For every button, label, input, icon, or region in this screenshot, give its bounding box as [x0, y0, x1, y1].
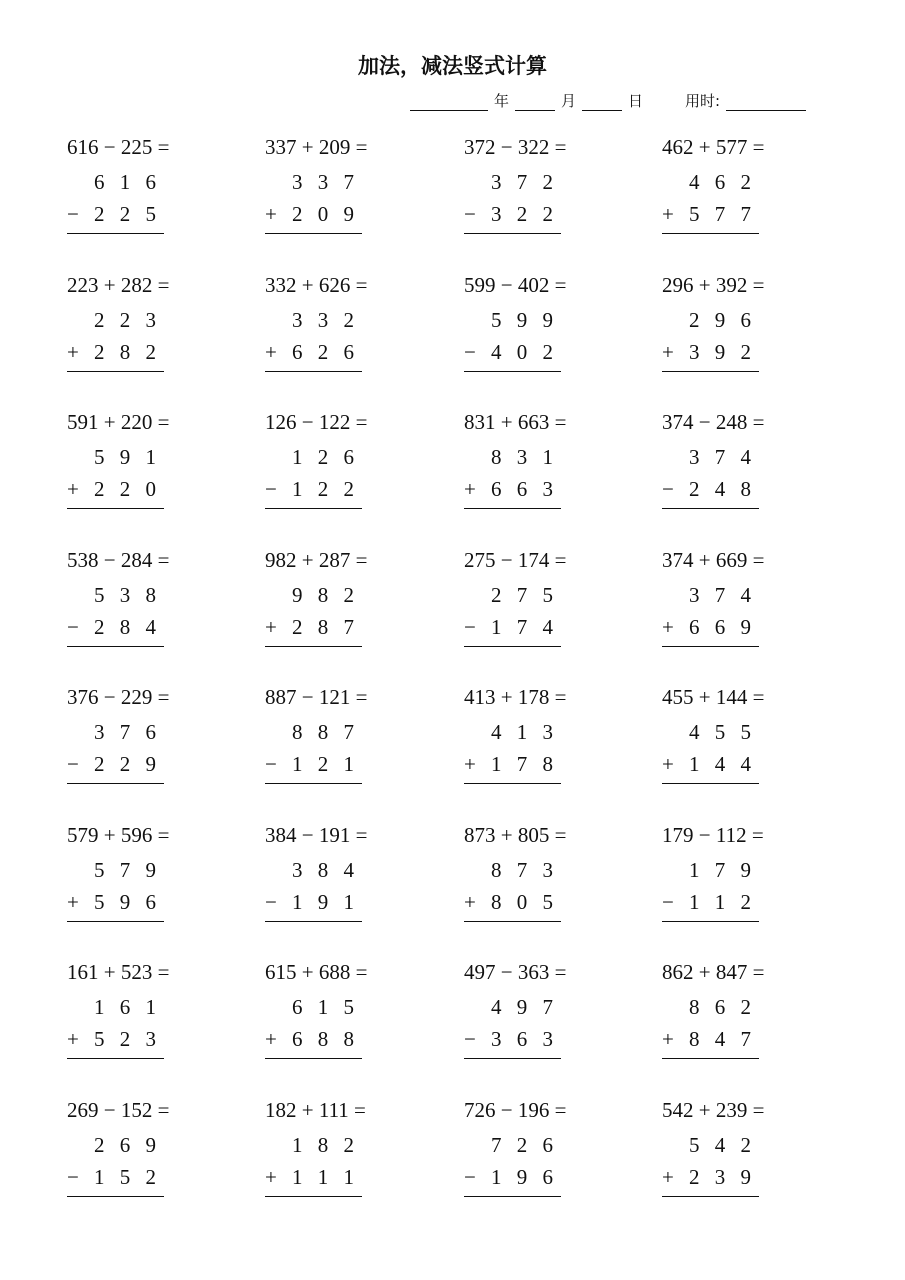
operator-sign: − [464, 202, 476, 226]
top-number: 7 2 6 [491, 1132, 558, 1157]
bottom-number: 2 8 4 [94, 614, 161, 639]
operator-sign: + [662, 202, 674, 226]
answer-line [67, 508, 164, 509]
answer-line [265, 646, 362, 647]
problem [464, 685, 594, 795]
year-blank[interactable] [410, 94, 488, 111]
problem [67, 135, 197, 245]
top-number: 5 9 1 [94, 445, 161, 469]
problem-expression: 616 − 225 = [67, 135, 170, 159]
problem-expression: 542 + 239 = [662, 1097, 765, 1122]
problem-expression: 591 + 220 = [67, 410, 170, 434]
problem [265, 823, 395, 933]
answer-line [464, 783, 561, 784]
day-blank[interactable] [582, 94, 622, 111]
answer-line [67, 371, 164, 372]
operator-sign: − [265, 477, 277, 501]
problem-expression: 275 − 174 = [464, 547, 567, 572]
bottom-number: 2 2 9 [94, 752, 161, 776]
answer-line [265, 508, 362, 509]
bottom-number: 1 2 2 [292, 477, 359, 501]
top-number: 5 3 8 [94, 582, 161, 607]
operator-sign: − [464, 1164, 476, 1189]
problem-expression: 161 + 523 = [67, 960, 170, 984]
top-number: 5 7 9 [94, 857, 161, 882]
top-number: 5 4 2 [689, 1132, 756, 1157]
problem-expression: 862 + 847 = [662, 960, 765, 984]
answer-line [265, 371, 362, 372]
problem [67, 273, 197, 383]
top-number: 2 6 9 [94, 1132, 161, 1157]
problem [464, 410, 594, 520]
answer-line [662, 921, 759, 922]
problem [662, 410, 792, 520]
operator-sign: − [464, 339, 476, 364]
operator-sign: − [265, 889, 277, 914]
operator-sign: − [67, 752, 79, 776]
problem [67, 685, 197, 795]
top-number: 6 1 5 [292, 995, 359, 1019]
answer-line [662, 783, 759, 784]
bottom-number: 2 3 9 [689, 1164, 756, 1189]
problem [67, 1098, 197, 1208]
answer-line [464, 233, 561, 234]
worksheet-title: 加法，减法竖式计算 [358, 54, 547, 78]
top-number: 1 7 9 [689, 857, 756, 882]
problem [662, 960, 792, 1070]
problem [265, 273, 395, 383]
operator-sign: − [67, 614, 79, 639]
bottom-number: 1 5 2 [94, 1164, 161, 1189]
answer-line [67, 1058, 164, 1059]
problem [662, 548, 792, 658]
bottom-number: 1 1 2 [689, 889, 756, 914]
problem-expression: 887 − 121 = [265, 685, 368, 709]
bottom-number: 2 8 7 [292, 614, 359, 639]
top-number: 8 3 1 [491, 445, 558, 469]
bottom-number: 1 9 1 [292, 889, 359, 914]
operator-sign: + [67, 889, 79, 914]
operator-sign: + [67, 1027, 79, 1051]
bottom-number: 1 7 4 [491, 614, 558, 639]
top-number: 3 7 4 [689, 445, 756, 469]
problem-expression: 384 − 191 = [265, 822, 368, 847]
bottom-number: 1 9 6 [491, 1164, 558, 1189]
top-number: 3 7 6 [94, 720, 161, 744]
bottom-number: 2 2 0 [94, 477, 161, 501]
top-number: 1 8 2 [292, 1132, 359, 1157]
top-number: 3 7 2 [491, 170, 558, 194]
problem-expression: 296 + 392 = [662, 272, 765, 297]
top-number: 2 2 3 [94, 307, 161, 332]
bottom-number: 2 0 9 [292, 202, 359, 226]
operator-sign: + [265, 1027, 277, 1051]
answer-line [464, 508, 561, 509]
answer-line [662, 371, 759, 372]
top-number: 4 9 7 [491, 995, 558, 1019]
problem [662, 135, 792, 245]
problem-expression: 873 + 805 = [464, 822, 567, 847]
bottom-number: 6 2 6 [292, 339, 359, 364]
problem [464, 273, 594, 383]
operator-sign: − [464, 1027, 476, 1051]
operator-sign: + [662, 614, 674, 639]
problem-expression: 374 − 248 = [662, 410, 765, 434]
problem [662, 1098, 792, 1208]
time-blank[interactable] [726, 94, 806, 111]
bottom-number: 5 7 7 [689, 202, 756, 226]
problem-expression: 615 + 688 = [265, 960, 368, 984]
problem-expression: 726 − 196 = [464, 1097, 567, 1122]
problem [265, 685, 395, 795]
top-number: 8 7 3 [491, 857, 558, 882]
operator-sign: + [67, 477, 79, 501]
answer-line [67, 233, 164, 234]
answer-line [464, 1058, 561, 1059]
operator-sign: + [662, 1027, 674, 1051]
bottom-number: 1 4 4 [689, 752, 756, 776]
top-number: 9 8 2 [292, 582, 359, 607]
problem [464, 823, 594, 933]
bottom-number: 2 4 8 [689, 477, 756, 501]
answer-line [662, 1196, 759, 1197]
top-number: 4 1 3 [491, 720, 558, 744]
operator-sign: − [67, 1164, 79, 1189]
problem-expression: 372 − 322 = [464, 135, 567, 159]
answer-line [464, 646, 561, 647]
top-number: 8 6 2 [689, 995, 756, 1019]
top-number: 3 8 4 [292, 857, 359, 882]
top-number: 4 6 2 [689, 170, 756, 194]
year-label: 年 [494, 92, 510, 110]
problem-expression: 269 − 152 = [67, 1097, 170, 1122]
top-number: 2 9 6 [689, 307, 756, 332]
operator-sign: + [662, 752, 674, 776]
operator-sign: − [662, 889, 674, 914]
operator-sign: + [464, 752, 476, 776]
problem [67, 960, 197, 1070]
top-number: 2 7 5 [491, 582, 558, 607]
problem-expression: 831 + 663 = [464, 410, 567, 434]
operator-sign: − [662, 477, 674, 501]
operator-sign: + [67, 339, 79, 364]
problem-expression: 497 − 363 = [464, 960, 567, 984]
operator-sign: − [265, 752, 277, 776]
answer-line [464, 371, 561, 372]
problem-expression: 374 + 669 = [662, 547, 765, 572]
answer-line [265, 1058, 362, 1059]
problem [464, 960, 594, 1070]
problem-expression: 179 − 112 = [662, 822, 764, 847]
operator-sign: + [464, 477, 476, 501]
problem [265, 410, 395, 520]
operator-sign: − [67, 202, 79, 226]
bottom-number: 6 6 3 [491, 477, 558, 501]
operator-sign: + [464, 889, 476, 914]
problem [662, 685, 792, 795]
time-label: 用时: [685, 92, 721, 110]
problem [464, 1098, 594, 1208]
answer-line [67, 1196, 164, 1197]
problem [67, 823, 197, 933]
problem [67, 410, 197, 520]
problem-expression: 376 − 229 = [67, 685, 170, 709]
answer-line [265, 921, 362, 922]
date-time-header [410, 90, 806, 111]
top-number: 3 3 7 [292, 170, 359, 194]
bottom-number: 1 2 1 [292, 752, 359, 776]
top-number: 1 2 6 [292, 445, 359, 469]
top-number: 6 1 6 [94, 170, 161, 194]
answer-line [464, 1196, 561, 1197]
operator-sign: + [265, 1164, 277, 1189]
month-label: 月 [561, 92, 577, 110]
bottom-number: 1 1 1 [292, 1164, 359, 1189]
problem-expression: 982 + 287 = [265, 547, 368, 572]
bottom-number: 5 2 3 [94, 1027, 161, 1051]
bottom-number: 3 2 2 [491, 202, 558, 226]
problem [464, 548, 594, 658]
answer-line [662, 508, 759, 509]
problem [265, 960, 395, 1070]
problem [265, 135, 395, 245]
top-number: 3 7 4 [689, 582, 756, 607]
answer-line [662, 233, 759, 234]
problem-expression: 599 − 402 = [464, 272, 567, 297]
top-number: 5 9 9 [491, 307, 558, 332]
bottom-number: 3 9 2 [689, 339, 756, 364]
problem-expression: 126 − 122 = [265, 410, 368, 434]
answer-line [265, 233, 362, 234]
operator-sign: + [265, 339, 277, 364]
answer-line [67, 646, 164, 647]
problem-expression: 223 + 282 = [67, 272, 170, 297]
top-number: 8 8 7 [292, 720, 359, 744]
day-label: 日 [628, 92, 644, 110]
bottom-number: 2 8 2 [94, 339, 161, 364]
bottom-number: 8 4 7 [689, 1027, 756, 1051]
answer-line [464, 921, 561, 922]
top-number: 1 6 1 [94, 995, 161, 1019]
problem-expression: 538 − 284 = [67, 547, 170, 572]
bottom-number: 3 6 3 [491, 1027, 558, 1051]
problem [67, 548, 197, 658]
problem-expression: 182 + 111 = [265, 1097, 366, 1122]
bottom-number: 6 8 8 [292, 1027, 359, 1051]
operator-sign: + [662, 339, 674, 364]
problem-expression: 462 + 577 = [662, 135, 765, 159]
problem [662, 823, 792, 933]
answer-line [265, 783, 362, 784]
answer-line [67, 783, 164, 784]
problem-expression: 455 + 144 = [662, 685, 765, 709]
operator-sign: − [464, 614, 476, 639]
bottom-number: 5 9 6 [94, 889, 161, 914]
problem-expression: 332 + 626 = [265, 272, 368, 297]
problem-expression: 579 + 596 = [67, 822, 170, 847]
bottom-number: 4 0 2 [491, 339, 558, 364]
top-number: 3 3 2 [292, 307, 359, 332]
operator-sign: + [265, 202, 277, 226]
problem [464, 135, 594, 245]
problem [662, 273, 792, 383]
bottom-number: 8 0 5 [491, 889, 558, 914]
problem-expression: 337 + 209 = [265, 135, 368, 159]
bottom-number: 2 2 5 [94, 202, 161, 226]
problem-expression: 413 + 178 = [464, 685, 567, 709]
operator-sign: + [265, 614, 277, 639]
bottom-number: 1 7 8 [491, 752, 558, 776]
top-number: 4 5 5 [689, 720, 756, 744]
answer-line [662, 1058, 759, 1059]
bottom-number: 6 6 9 [689, 614, 756, 639]
answer-line [265, 1196, 362, 1197]
answer-line [662, 646, 759, 647]
answer-line [67, 921, 164, 922]
problem [265, 1098, 395, 1208]
operator-sign: + [662, 1164, 674, 1189]
problem [265, 548, 395, 658]
month-blank[interactable] [515, 94, 555, 111]
